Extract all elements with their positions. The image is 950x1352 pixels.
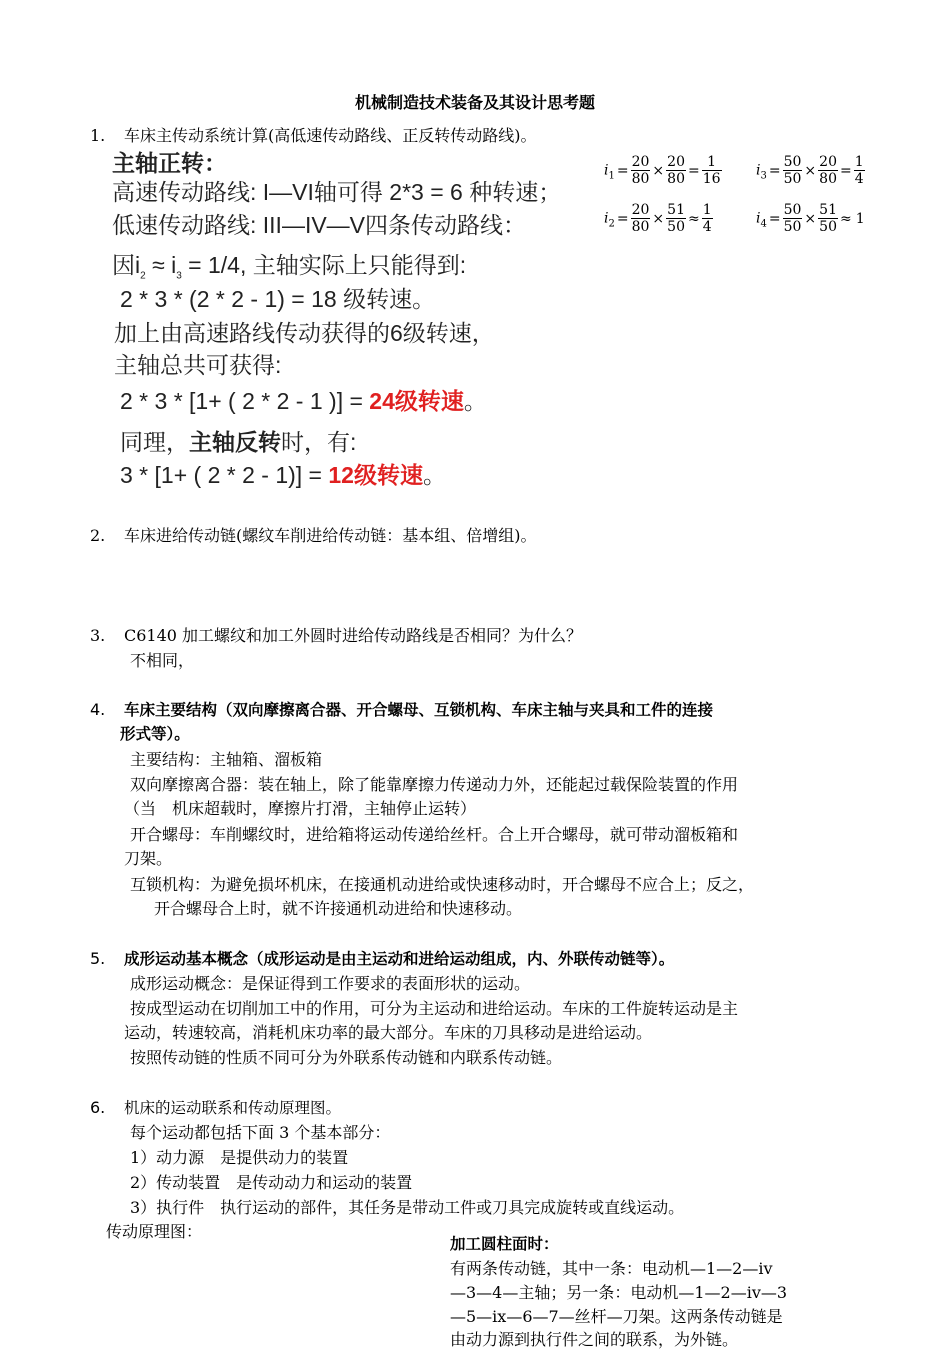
q1-number: 1.: [90, 126, 106, 145]
q4-text-2: 形式等）。: [120, 725, 190, 743]
q4-answer-4: 开合螺母：车削螺纹时，进给箱将运动传递给丝杆。合上开合螺母，就可带动溜板箱和: [130, 825, 739, 844]
q6-text: 机床的运动联系和传动原理图。: [124, 1099, 342, 1117]
q4-text-1: 车床主要结构（双向摩擦离合器、开合螺母、互锁机构、车床主轴与夹具和工件的连接: [124, 701, 714, 719]
q6-answer-1: 每个运动都包括下面 3 个基本部分：: [130, 1123, 391, 1142]
q6-answer-4: 3）执行件 执行运动的部件，其任务是带动工件或刀具完成旋转或直线运动。: [130, 1198, 685, 1217]
q3-answer: 不相同，: [130, 651, 195, 670]
q6-box-line-3: —5—ix—6—7—丝杆—刀架。这两条传动链是: [450, 1307, 783, 1326]
q6-answer-2: 1）动力源 是提供动力的装置: [130, 1148, 349, 1167]
q4-number: 4.: [90, 700, 106, 719]
slide-line-7: 2 * 3 * [1+ ( 2 * 2 - 1 )] = 24级转速。: [120, 388, 487, 414]
q2-text: 车床进给传动链(螺纹车削进给传动链：基本组、倍增组)。: [124, 526, 537, 545]
formula-i4: $i_4$ = $\frac{50}{50}$ × $\frac{51}{50}$ ≈ 1: [756, 202, 865, 235]
q5-number: 5.: [90, 949, 106, 968]
q4-answer-6: 互锁机构：为避免损坏机床，在接通机动进给或快速移动时，开合螺母不应合上；反之，: [130, 875, 755, 894]
q6-box-line-2: —3—4—主轴；另一条：电动机—1—2—iv—3: [450, 1283, 788, 1302]
q5-answer-4: 按照传动链的性质不同可分为外联系传动链和内联系传动链。: [130, 1048, 563, 1067]
formula-i3: $i_3$ = $\frac{50}{50}$ × $\frac{20}{80}$ = $\frac{1}{4}$: [756, 154, 864, 187]
slide-line-6: 主轴总共可获得:: [114, 352, 282, 378]
slide-line-4: 2 * 3 * (2 * 2 - 1) = 18 级转速。: [120, 286, 436, 312]
q3-number: 3.: [90, 626, 106, 645]
formula-i2: $i_2$ = $\frac{20}{80}$ × $\frac{51}{50}$ ≈ $\frac{1}{4}$: [604, 202, 712, 235]
q4-answer-1: 主要结构：主轴箱、溜板箱: [130, 750, 323, 769]
formula-i1: $i_1$ = $\frac{20}{80}$ × $\frac{20}{80}$ = $\frac{1}{16}$: [604, 154, 721, 187]
slide-line-9: 3 * [1+ ( 2 * 2 - 1)] = 12级转速。: [120, 462, 446, 488]
page-title: 机械制造技术装备及其设计思考题: [354, 93, 595, 112]
slide-line-3: 因$i_2 \approx i_3 = 1/4$, 主轴实际上只能得到:: [112, 252, 467, 282]
q6-box-head: 加工圆柱面时：: [450, 1235, 559, 1253]
slide-line-5: 加上由高速路线传动获得的6级转速，: [114, 320, 495, 346]
slide-line-1: 高速传动路线: I—VI轴可得 2*3 = 6 种转速；: [112, 179, 562, 205]
q4-answer-7: 开合螺母合上时，就不许接通机动进给和快速移动。: [154, 899, 523, 918]
q5-answer-1: 成形运动概念：是保证得到工作要求的表面形状的运动。: [130, 974, 531, 993]
slide-head: 主轴正转：: [112, 150, 227, 176]
slide-line-2: 低速传动路线: III—IV—V四条传动路线：: [112, 212, 527, 238]
q4-answer-2: 双向摩擦离合器：装在轴上，除了能靠摩擦力传递动力外，还能起过载保险装置的作用: [130, 775, 739, 794]
q5-text: 成形运动基本概念（成形运动是由主运动和进给运动组成，内、外联传动链等）。: [124, 950, 675, 968]
q5-answer-2: 按成型运动在切削加工中的作用，可分为主运动和进给运动。车床的工件旋转运动是主: [130, 999, 739, 1018]
q4-answer-5: 刀架。: [124, 849, 173, 868]
q1-text: 车床主传动系统计算(高低速传动路线、正反转传动路线)。: [124, 126, 537, 145]
q3-text: C6140 加工螺纹和加工外圆时进给传动路线是否相同？为什么？: [124, 626, 583, 645]
q6-box-line-4: 由动力源到执行件之间的联系，为外链。: [450, 1330, 739, 1349]
q6-answer-3: 2）传动装置 是传动动力和运动的装置: [130, 1173, 413, 1192]
q6-answer-5: 传动原理图：: [106, 1222, 203, 1241]
q2-number: 2.: [90, 526, 106, 545]
q6-box-line-1: 有两条传动链，其中一条：电动机—1—2—iv: [450, 1259, 773, 1278]
slide-line-8: 同理，主轴反转时，有:: [120, 429, 357, 455]
q4-answer-3: （当 机床超载时，摩擦片打滑，主轴停止运转）: [124, 799, 477, 818]
q6-number: 6.: [90, 1098, 106, 1117]
q5-answer-3: 运动，转速较高，消耗机床功率的最大部分。车床的刀具移动是进给运动。: [124, 1023, 653, 1042]
